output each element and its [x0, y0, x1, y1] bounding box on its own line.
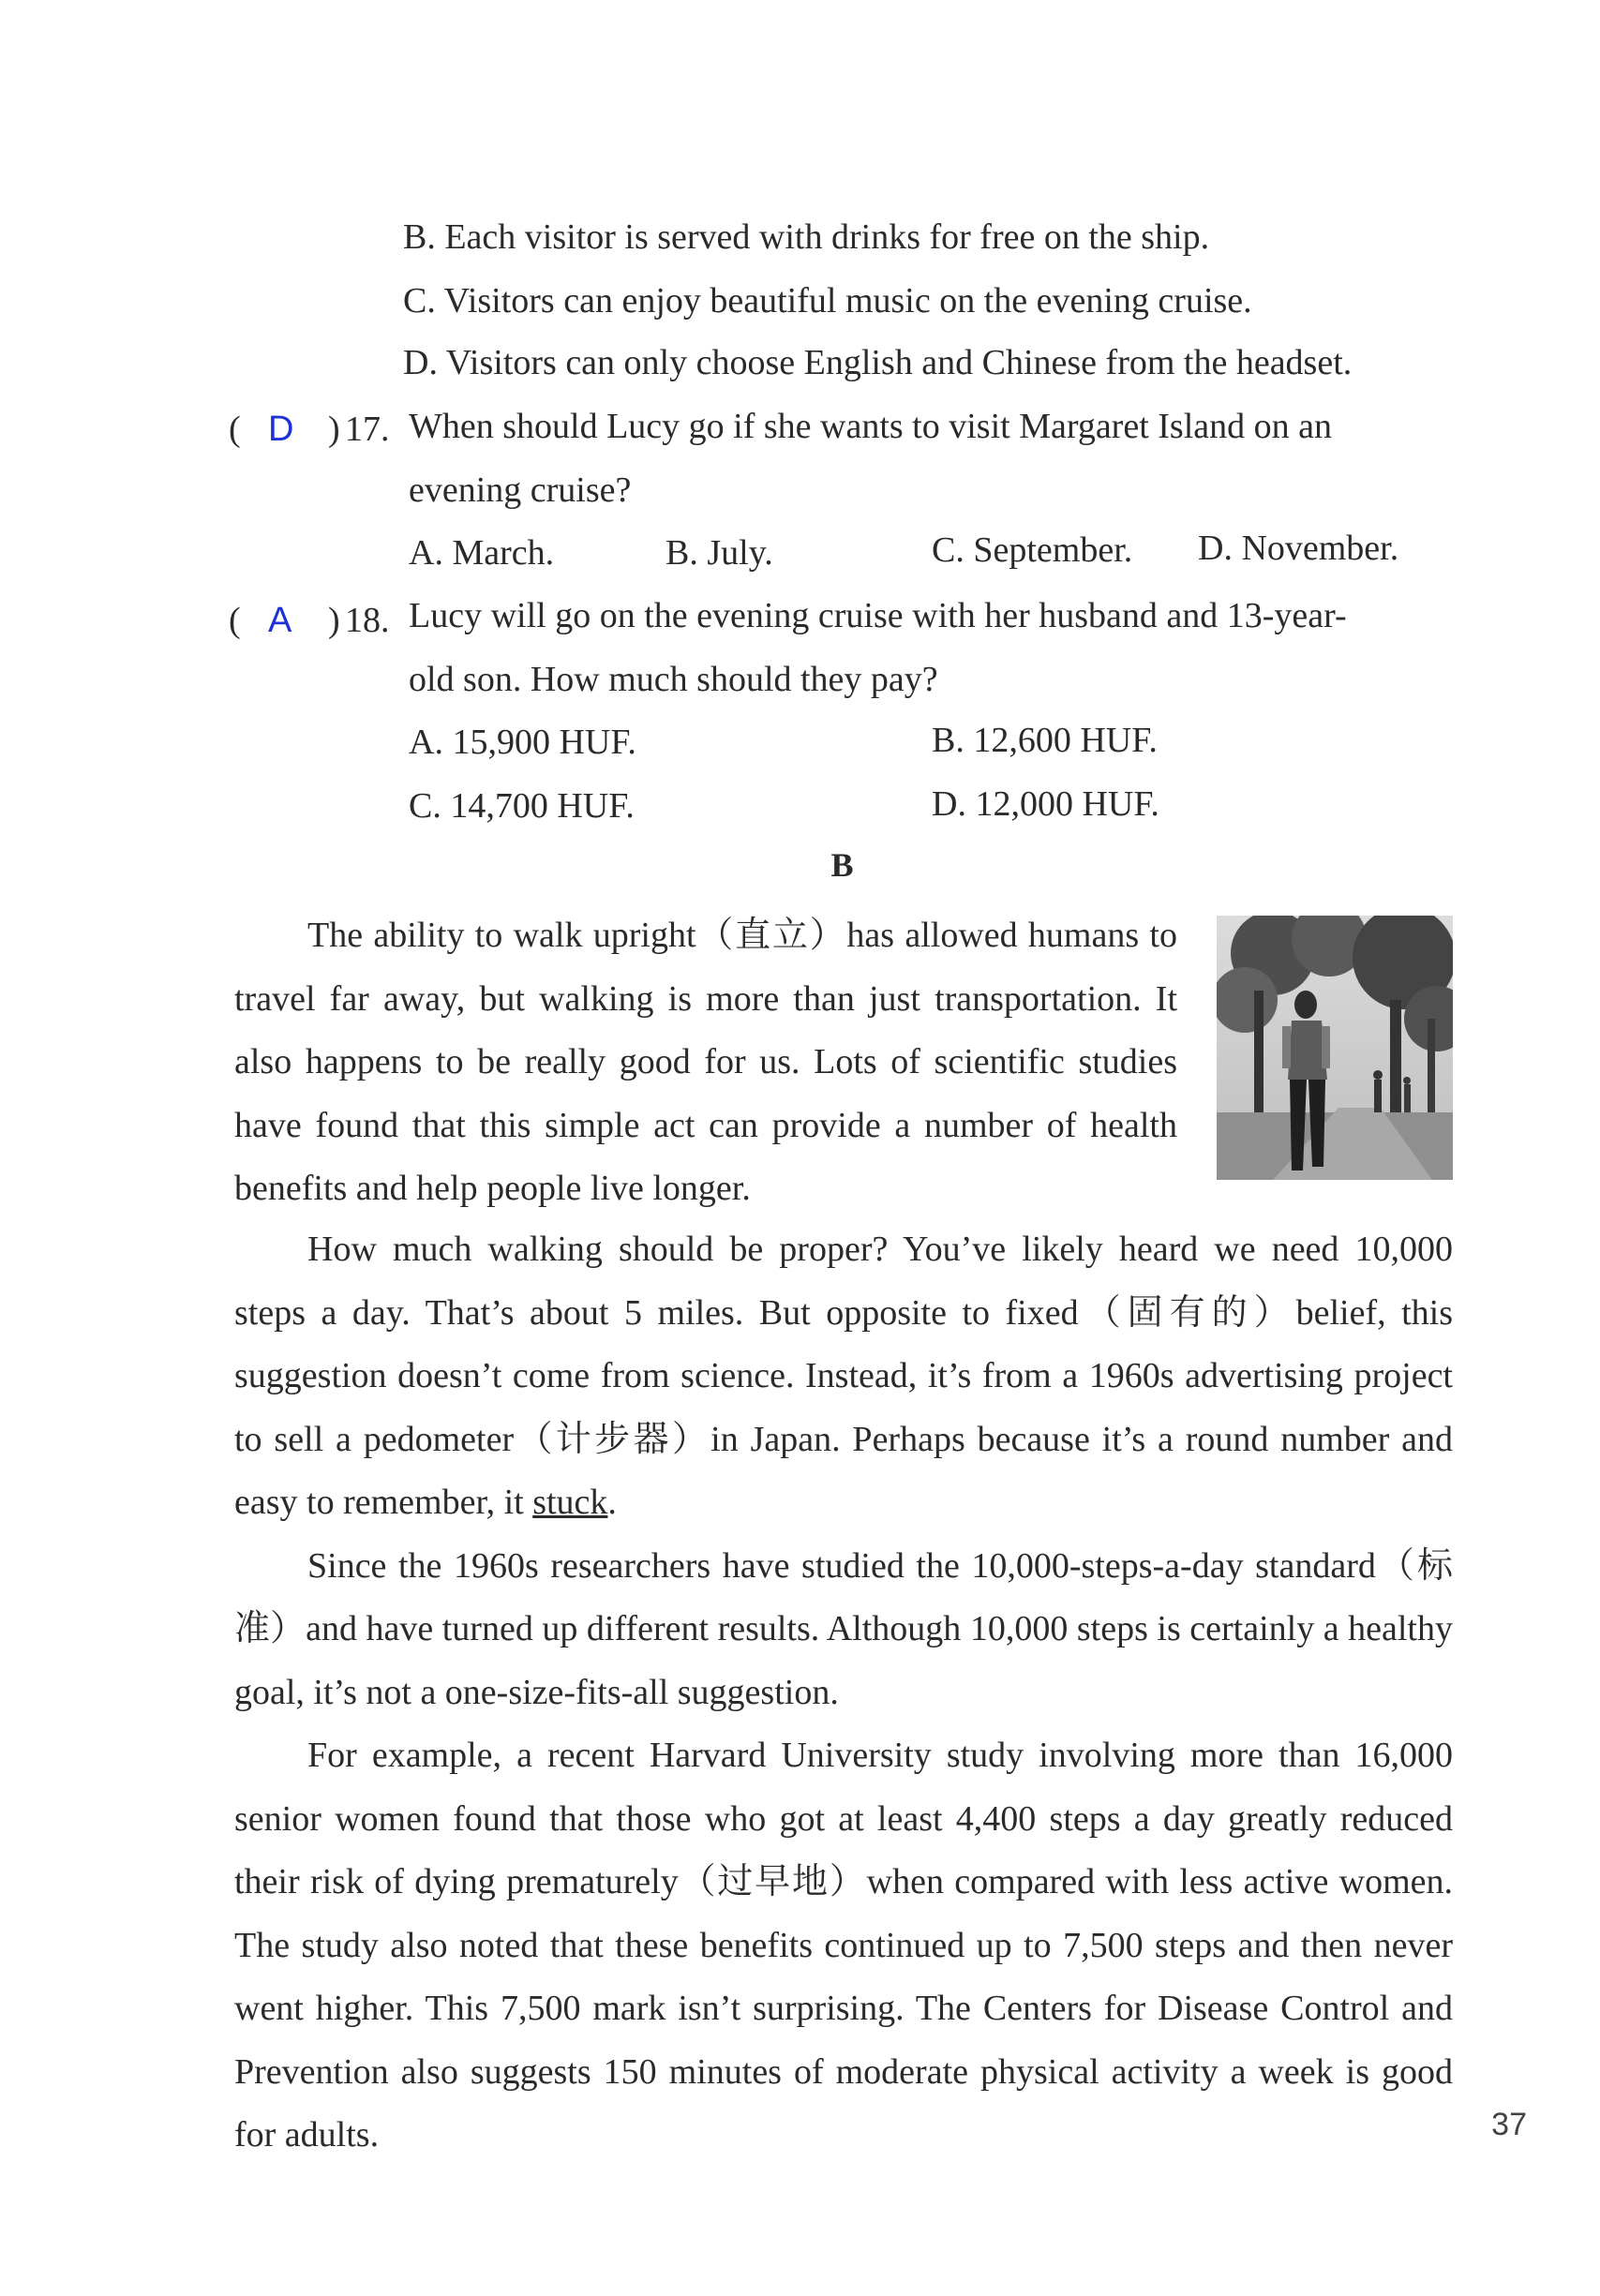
q17-paren-close: ): [328, 410, 340, 449]
q17-option-c: C. September.: [932, 530, 1133, 570]
q18-paren-open: (: [229, 601, 241, 640]
walking-woman-photo: [1217, 916, 1453, 1180]
q16-option-c: C. Visitors can enjoy beautiful music on the evening cruise.: [403, 281, 1252, 321]
underlined-word-stuck: stuck: [532, 1483, 608, 1522]
passage-paragraph-4: For example, a recent Harvard University study involving more than 16,000 senior women found that those who got at least 4,400 steps a day greatly reduced their risk of dying prematurely（过早地）when compared with less active women. The study also noted that these benefits continued up to 7,500 steps and then never went higher. This 7,500 mark isn’t surprising. The Centers for Disease Control and Prevention also suggests 150 minutes of moderate physical activity a week is good for adults.: [234, 1736, 1453, 2154]
q18-option-d: D. 12,000 HUF.: [932, 784, 1159, 824]
q17-paren-open: (: [229, 410, 241, 449]
section-heading-b: B: [830, 846, 854, 884]
passage-paragraph-2: [234, 1218, 1453, 1535]
passage-paragraph-1: [234, 904, 1177, 1221]
q17-option-b: B. July.: [665, 533, 773, 573]
q18-answer: A: [268, 601, 292, 640]
q18-stem-line1: Lucy will go on the evening cruise with her husband and 13-year-: [409, 596, 1347, 635]
q18-option-a: A. 15,900 HUF.: [409, 723, 636, 762]
page-number: 37: [1491, 2107, 1527, 2142]
q17-answer: D: [268, 410, 294, 449]
q17-stem-line1: When should Lucy go if she wants to visit Margaret Island on an: [409, 407, 1332, 446]
passage-p1-text: The ability to walk upright（直立）has allowed humans to travel far away, but walking is more than just transportation. It also happens to be really good for us. Lots of scientific studies have found that this simple act can provide a number of health benefits and help people live longer.: [234, 916, 1177, 1208]
q17-number: 17.: [345, 410, 390, 449]
q18-stem-line2: old son. How much should they pay?: [409, 660, 938, 699]
passage-body: [234, 1218, 1453, 2168]
q17-option-d: D. November.: [1198, 529, 1399, 568]
q16-option-d: D. Visitors can only choose English and Chinese from the headset.: [403, 343, 1353, 382]
q17-option-a: A. March.: [409, 533, 555, 573]
passage-paragraph-3: Since the 1960s researchers have studied the 10,000-steps-a-day standard（标准）and have turned up different results. Although 10,000 steps is certainly a healthy goal, it’s not a one-size-fits-all suggestion.: [234, 1545, 1453, 1712]
q18-option-b: B. 12,600 HUF.: [932, 721, 1158, 760]
q16-option-b: B. Each visitor is served with drinks for free on the ship.: [403, 217, 1210, 257]
passage-p2-text: How much walking should be proper? You’ve likely heard we need 10,000 steps a day. That’s about 5 miles. But opposite to fixed（固有的）belief, this suggestion doesn’t come from science. Instead, it’s from a 1960s advertising project to sell a pedometer（计步器）in Japan. Perhaps because it’s a round number and easy to remember, it: [234, 1230, 1453, 1522]
passage-p2-end: .: [607, 1483, 617, 1522]
q18-option-c: C. 14,700 HUF.: [409, 786, 635, 826]
q18-number: 18.: [345, 601, 390, 640]
q17-stem-line2: evening cruise?: [409, 470, 632, 510]
q18-paren-close: ): [328, 601, 340, 640]
